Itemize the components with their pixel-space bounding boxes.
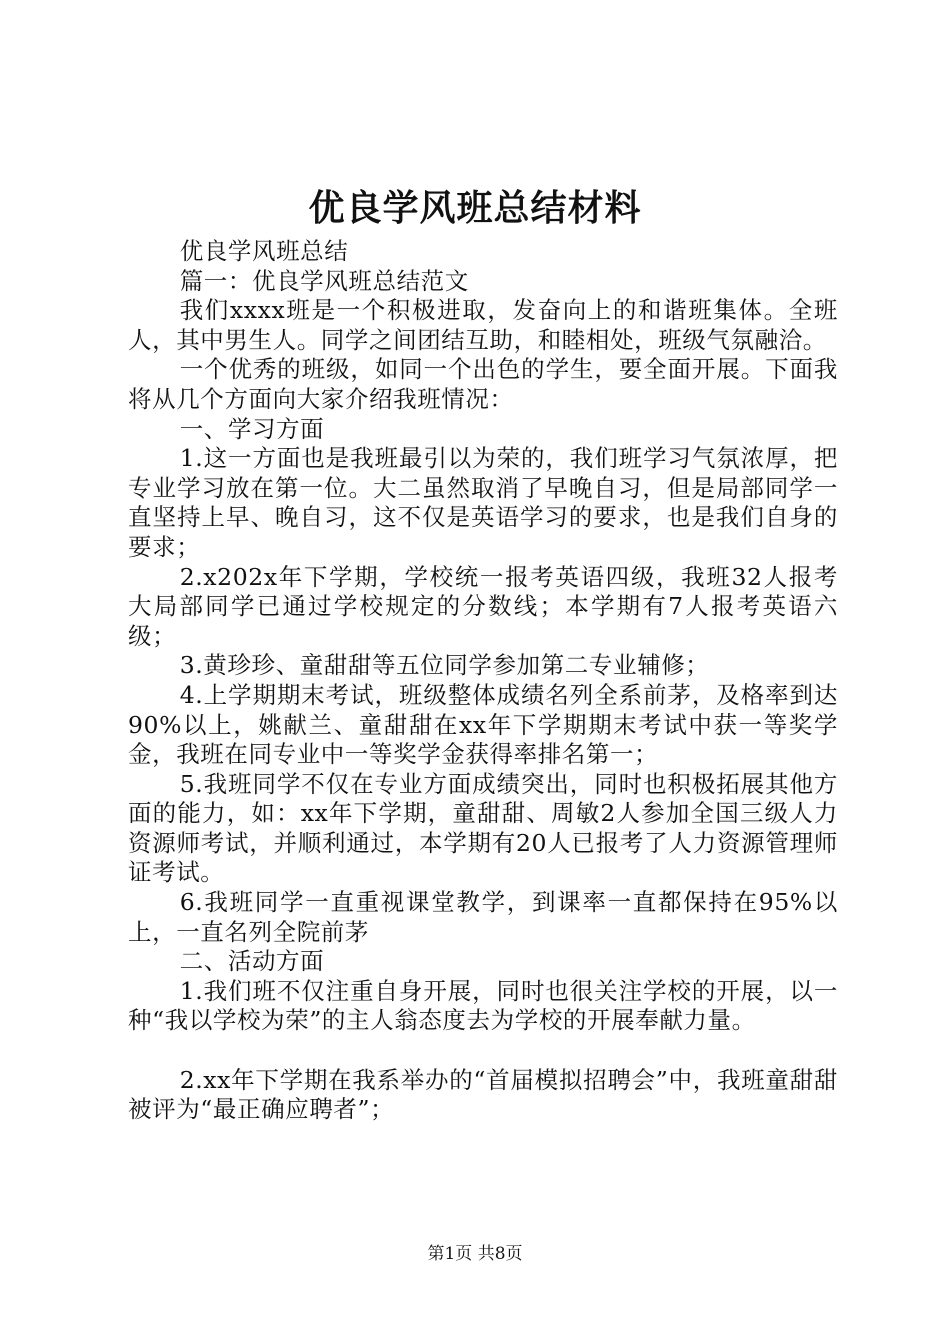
paragraph: 2.xx年下学期在我系举办的“首届模拟招聘会”中，我班童甜甜被评为“最正确应聘者”；	[128, 1065, 838, 1124]
document-body	[128, 237, 838, 1125]
section-heading: 一、学习方面	[179, 414, 325, 443]
section-heading: 二、活动方面	[179, 947, 325, 976]
paragraph: 优良学风班总结	[179, 237, 349, 265]
paragraph: 我们xxxx班是一个积极进取，发奋向上的和谐班集体。全班人，其中男生人。同学之间团结互助，和睦相处，班级气氛融洽。	[128, 296, 838, 354]
paragraph: 5.我班同学不仅在专业方面成绩突出，同时也积极拓展其他方面的能力，如：xx年下学期，童甜甜、周敏2人参加全国三级人力资源师考试，并顺利通过，本学期有20人已报考了人力资源管理师证考试。	[128, 769, 838, 887]
paragraph: 3.黄珍珍、童甜甜等五位同学参加第二专业辅修；	[179, 651, 710, 680]
paragraph: 篇一：优良学风班总结范文	[179, 266, 469, 295]
document-title: 优良学风班总结材料	[308, 187, 642, 229]
paragraph: 4.上学期期末考试，班级整体成绩名列全系前茅，及格率到达90%以上，姚献兰、童甜甜在xx年下学期期末考试中获一等奖学金，我班在同专业中一等奖学金获得率排名第一；	[128, 680, 838, 769]
paragraph: 1.这一方面也是我班最引以为荣的，我们班学习气氛浓厚，把专业学习放在第一位。大二虽然取消了早晚自习，但是局部同学一直坚持上早、晚自习，这不仅是英语学习的要求，也是我们自身的要求；	[128, 444, 838, 561]
paragraph: 1.我们班不仅注重自身开展，同时也很关注学校的开展，以一种“我以学校为荣”的主人翁态度去为学校的开展奉献力量。	[128, 976, 838, 1035]
paragraph: 一个优秀的班级，如同一个出色的学生，要全面开展。下面我将从几个方面向大家介绍我班情况：	[128, 355, 838, 413]
page-footer: 第1页 共8页	[427, 1244, 523, 1264]
paragraph: 2.x202x年下学期，学校统一报考英语四级，我班32人报考大局部同学已通过学校规定的分数线；本学期有7人报考英语六级；	[128, 562, 838, 650]
paragraph: 6.我班同学一直重视课堂教学，到课率一直都保持在95%以上，一直名列全院前茅	[128, 888, 838, 946]
